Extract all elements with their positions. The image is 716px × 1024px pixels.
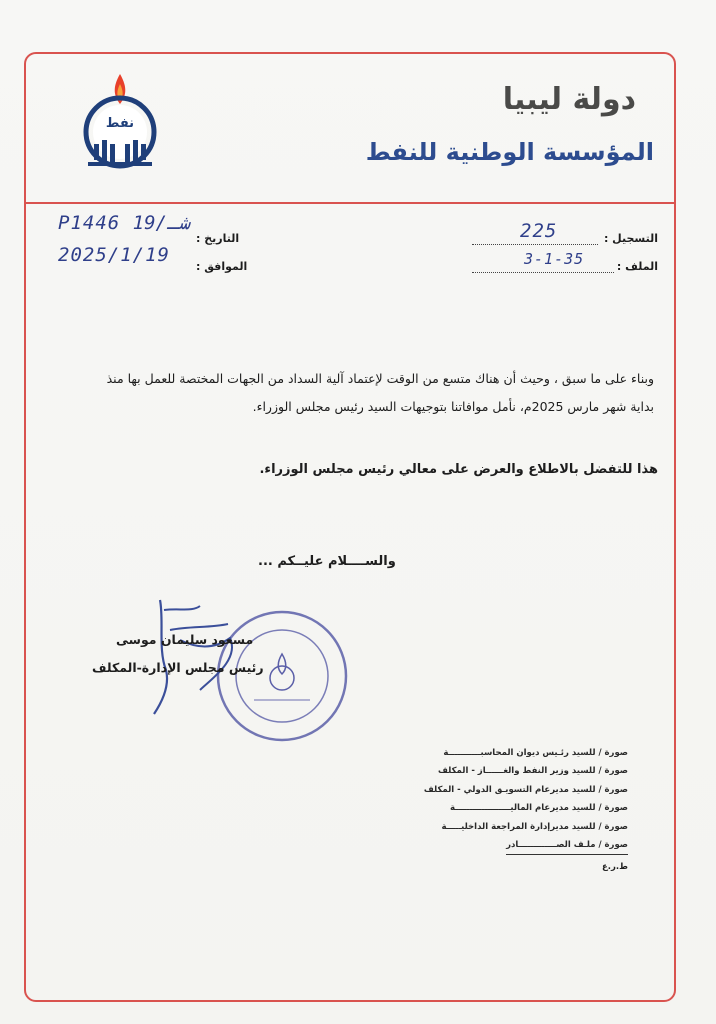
organization-title: المؤسسة الوطنية للنفط (365, 138, 654, 166)
signatory-name: مسعود سليمان موسى (116, 632, 254, 647)
copy-item: صورة / للسيد وزير النفط والغــــــاز - المكلف (438, 766, 628, 777)
copy-item: صورة / للسيد رئـيس ديوان المحاسبـــــــــــة (443, 748, 628, 758)
registration-label: التسجيل : (603, 232, 658, 245)
closing-greeting: والســــلام عليــكم ... (258, 554, 396, 569)
registration-handwritten: 225 (520, 220, 558, 242)
date-handwritten: 2025/1/19 (58, 244, 170, 266)
logo-text: نفط (105, 116, 135, 131)
copies-list (424, 744, 628, 855)
copy-item (424, 836, 628, 855)
body-paragraph-line-1: وبناء على ما سبق ، وحيث أن هناك متسع من الوقت لإعتماد آلية السداد من الجهات المختصة للعمل بها منذ (106, 371, 654, 386)
page-border (24, 52, 676, 1002)
footer-reference-code: ط.ر.ع (602, 862, 628, 872)
signatory-title: رئيس مجلس الإدارة-المكلف (92, 660, 264, 675)
date-hijri-handwritten: P1446 شـ/19 (58, 212, 190, 234)
corresponding-label: الموافق : (196, 260, 248, 273)
request-line: هذا للتفضل بالاطلاع والعرض على معالي رئيس مجلس الوزراء. (259, 462, 658, 477)
copy-item: صورة / للسيد مديرعام التسويـق الدولي - المكلف (423, 784, 628, 795)
header-divider (24, 202, 676, 204)
file-label: الملف : (616, 260, 658, 273)
file-handwritten: 3-1-35 (524, 250, 585, 268)
handwritten-signature-icon (140, 590, 330, 720)
copy-item-outgoing: صورة / ملـف الصـــــــــــــادر (506, 836, 628, 855)
date-label: التاريخ : (196, 232, 240, 245)
body-paragraph-line-2: بداية شهر مارس 2025م، نأمل موافاتنا بتوجيهات السيد رئيس مجلس الوزراء. (252, 399, 654, 414)
copy-item: صورة / للسيد مديرعام الماليـــــــــــــــــــة (450, 803, 628, 814)
state-title: دولة ليبيا (502, 82, 636, 117)
copy-item: صورة / للسيد مديرإدارة المراجعة الداخليـــــة (441, 821, 628, 832)
